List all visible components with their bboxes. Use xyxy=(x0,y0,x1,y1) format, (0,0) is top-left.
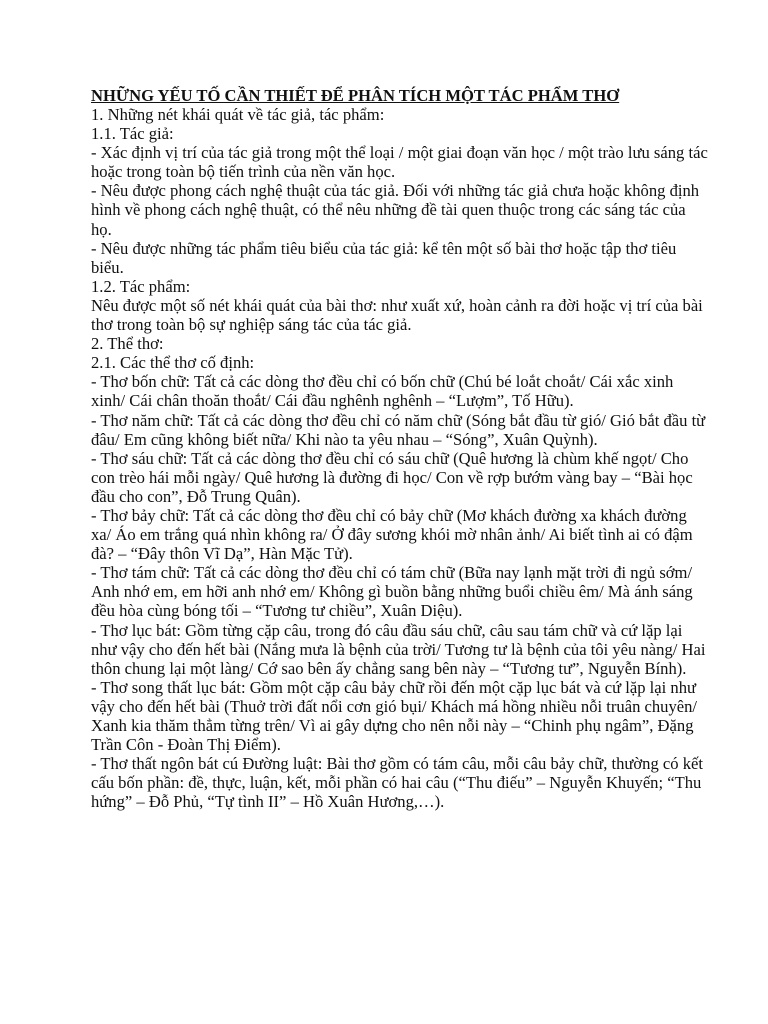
paragraph-work-overview: Nêu được một số nét khái quát của bài thơ: như xuất xứ, hoàn cảnh ra đời hoặc vị trí của bài thơ trong toàn bộ sự nghiệp sáng tác của tác giả. xyxy=(91,295,703,335)
subheading-work: 1.2. Tác phẩm: xyxy=(91,276,191,296)
paragraph-author-position: - Xác định vị trí của tác giả trong một thể loại / một giai đoạn văn học / một trào lưu sáng tác hoặc trong toàn bộ tiến trình của nền văn học. xyxy=(91,143,708,182)
paragraph-four-word: - Thơ bốn chữ: Tất cả các dòng thơ đều chỉ có bốn chữ (Chú bé loắt choắt/ Cái xắc xinh xinh/ Cái chân thoăn thoắt/ Cái đầu nghênh nghênh – “Lượm”, Tố Hữu). xyxy=(91,372,674,411)
subheading-author: 1.1. Tác giả: xyxy=(91,124,174,144)
paragraph-song-that-luc-bat: - Thơ song thất lục bát: Gồm một cặp câu bảy chữ rồi đến một cặp lục bát và cứ lặp lại như vậy cho đến hết bài (Thuở trời đất nổi cơn gió bụi/ Khách má hồng nhiều nỗi truân chuyên/ Xanh kia thăm thẳm từng trên/ Vì ai gây dựng cho nên nỗi này – “Chinh phụ ngâm”, Đặng Trần Côn - Đoàn Thị Điểm). xyxy=(91,677,698,755)
paragraph-that-ngon-bat-cu: - Thơ thất ngôn bát cú Đường luật: Bài thơ gồm có tám câu, mỗi câu bảy chữ, thường có kết cấu bốn phần: đề, thực, luận, kết, mỗi phần có hai câu (“Thu điếu” – Nguyễn Khuyến; “Thu hứng” – Đỗ Phủ, “Tự tình II” – Hồ Xuân Hương,…). xyxy=(91,754,703,812)
paragraph-seven-word: - Thơ bảy chữ: Tất cả các dòng thơ đều chỉ có bảy chữ (Mơ khách đường xa khách đường xa/ Áo em trắng quá nhìn không ra/ Ở đây sương khói mờ nhân ảnh/ Ai biết tình ai có đậm đà? – “Đây thôn Vĩ Dạ”, Hàn Mặc Tử). xyxy=(91,505,693,564)
paragraph-five-word: - Thơ năm chữ: Tất cả các dòng thơ đều chỉ có năm chữ (Sóng bắt đầu từ gió/ Gió bắt đầu từ đâu/ Em cũng không biết nữa/ Khi nào ta yêu nhau – “Sóng”, Xuân Quỳnh). xyxy=(91,410,706,449)
paragraph-author-works: - Nêu được những tác phẩm tiêu biểu của tác giả: kể tên một số bài thơ hoặc tập thơ tiêu biểu. xyxy=(91,238,677,277)
paragraph-six-word: - Thơ sáu chữ: Tất cả các dòng thơ đều chỉ có sáu chữ (Quê hương là chùm khế ngọt/ Cho con trèo hái mỗi ngày/ Quê hương là đường đi học/ Con về rợp bướm vàng bay – “Bài học đầu cho con”, Đỗ Trung Quân). xyxy=(91,448,693,506)
document-title: NHỮNG YẾU TỐ CẦN THIẾT ĐỂ PHÂN TÍCH MỘT TÁC PHẨM THƠ xyxy=(91,86,620,105)
subheading-fixed-forms: 2.1. Các thể thơ cố định: xyxy=(91,353,255,373)
document-body xyxy=(91,105,708,811)
paragraph-luc-bat: - Thơ lục bát: Gồm từng cặp câu, trong đó câu đầu sáu chữ, câu sau tám chữ và cứ lặp lại như vậy cho đến hết bài (Nắng mưa là bệnh của trời/ Tương tư là bệnh của tôi yêu nàng/ Hai thôn chung lại một làng/ Cớ sao bên ấy chẳng sang bên này – “Tương tư”, Nguyễn Bính). xyxy=(91,620,706,678)
paragraph-author-style: - Nêu được phong cách nghệ thuật của tác giả. Đối với những tác giả chưa hoặc không định hình về phong cách nghệ thuật, có thể nêu những đề tài quen thuộc trong các sáng tác của họ. xyxy=(91,181,700,239)
heading-author-work: 1. Những nét khái quát về tác giả, tác phẩm: xyxy=(91,105,385,124)
heading-poetic-form: 2. Thể thơ: xyxy=(91,334,164,354)
paragraph-eight-word: - Thơ tám chữ: Tất cả các dòng thơ đều chỉ có tám chữ (Bữa nay lạnh mặt trời đi ngủ sớm/ Anh nhớ em, em hỡi anh nhớ em/ Không gì buồn bằng những buổi chiều êm/ Mà ánh sáng đều hòa cùng bóng tối – “Tương tư chiều”, Xuân Diệu). xyxy=(91,563,693,621)
